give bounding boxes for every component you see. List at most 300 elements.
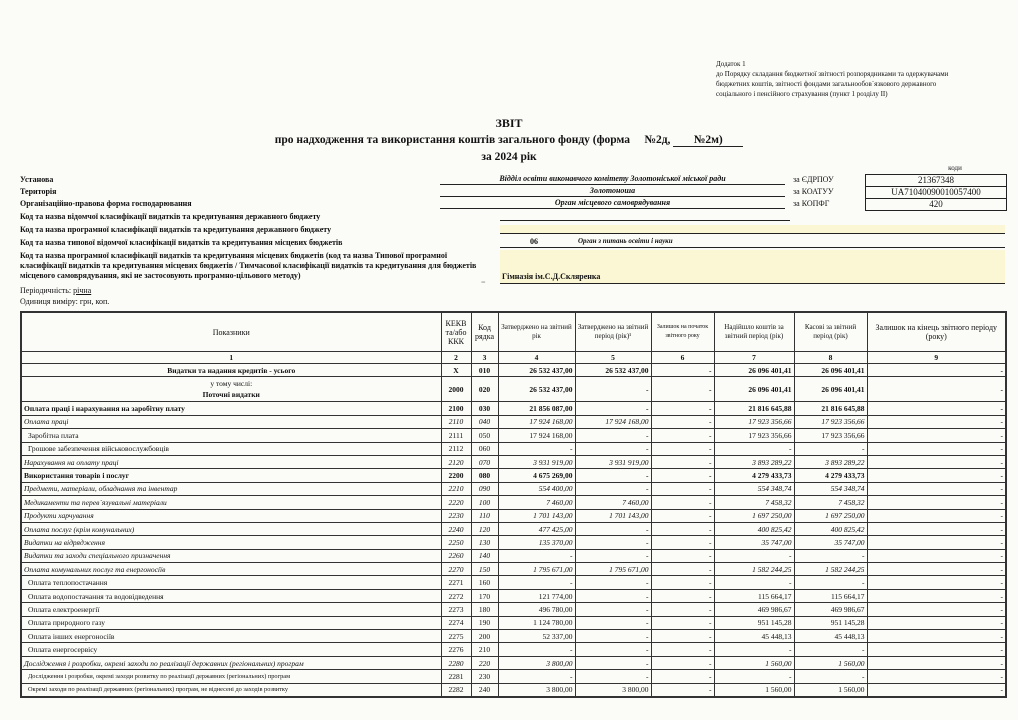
table-row (21, 402, 1006, 415)
closing-balance-cell: - (867, 549, 1006, 562)
row-code-cell: 210 (471, 643, 498, 656)
closing-balance-cell: - (867, 377, 1006, 402)
row-label-main: Поточні видатки (202, 390, 260, 400)
approved-year-cell: - (498, 643, 575, 656)
opening-balance-cell: - (651, 536, 714, 549)
col-header: КЕКВ та/або ККК (441, 312, 471, 352)
closing-balance-cell: - (867, 683, 1006, 697)
col-header: Код рядка (471, 312, 498, 352)
row-label: Оплата теплопостачання (21, 576, 441, 589)
table-row (21, 415, 1006, 428)
koatuu-code: UA71040090010057400 (865, 186, 1007, 199)
row-label: Оплата праці і нарахування на заробітну плату (21, 402, 441, 415)
row-label: Використання товарів і послуг (21, 469, 441, 482)
kekv-cell: 2273 (441, 603, 471, 616)
table-row (21, 469, 1006, 482)
table-row (21, 603, 1006, 616)
approved-period-cell: - (575, 522, 651, 535)
row-label: Оплата електроенергії (21, 603, 441, 616)
opening-balance-cell: - (651, 563, 714, 576)
approved-period-cell: - (575, 469, 651, 482)
approved-year-cell: 52 337,00 (498, 630, 575, 643)
cash-expenses-cell: 17 923 356,66 (794, 415, 867, 428)
table-row (21, 549, 1006, 562)
approved-year-cell: 7 460,00 (498, 496, 575, 509)
report-period: за 2024 рік (481, 151, 537, 163)
local-prog-mark: = (481, 278, 486, 287)
row-code-cell: 010 (471, 364, 498, 377)
table-row (21, 429, 1006, 442)
opening-balance-cell: - (651, 643, 714, 656)
cash-expenses-cell: 951 145,28 (794, 616, 867, 629)
cash-expenses-cell: 1 560,00 (794, 683, 867, 697)
closing-balance-cell: - (867, 455, 1006, 468)
approved-period-cell: - (575, 643, 651, 656)
table-row (21, 616, 1006, 629)
col-header: Касові за звітний період (рік) (794, 312, 867, 352)
closing-balance-cell: - (867, 576, 1006, 589)
local-prog-field (500, 250, 1005, 284)
col-number: 8 (794, 352, 867, 364)
table-row (21, 670, 1006, 683)
approved-period-cell: 3 800,00 (575, 683, 651, 697)
row-code-cell: 070 (471, 455, 498, 468)
cash-expenses-cell: 26 096 401,41 (794, 364, 867, 377)
kekv-cell: 2280 (441, 656, 471, 669)
col-number: 5 (575, 352, 651, 364)
row-label: Заробітна плата (21, 429, 441, 442)
kekv-cell: 2260 (441, 549, 471, 562)
table-row (21, 522, 1006, 535)
row-code-cell: 090 (471, 482, 498, 495)
row-code-cell: 100 (471, 496, 498, 509)
cash-expenses-cell: 1 582 244,25 (794, 563, 867, 576)
closing-balance-cell: - (867, 429, 1006, 442)
row-label: Оплата праці (21, 415, 441, 428)
approved-year-cell: 477 425,00 (498, 522, 575, 535)
approved-year-cell: 4 675 269,00 (498, 469, 575, 482)
opening-balance-cell: - (651, 576, 714, 589)
typ-dept-label: Код та назва типової відомчої класифікації видатків та кредитування місцевих бюджетів (20, 238, 343, 247)
row-label-prefix: у тому числі: (210, 379, 253, 389)
cash-expenses-cell: 21 816 645,88 (794, 402, 867, 415)
opening-balance-cell: - (651, 509, 714, 522)
approved-period-cell: 7 460,00 (575, 496, 651, 509)
closing-balance-cell: - (867, 616, 1006, 629)
kopfg-code: 420 (865, 198, 1007, 211)
col-header: Залишок на початок звітного року (651, 312, 714, 352)
col-header: Залишок на кінець звітного періоду (року) (867, 312, 1006, 352)
row-code-cell: 140 (471, 549, 498, 562)
col-header: Затверджено на звітний рік (498, 312, 575, 352)
approved-year-cell: - (498, 442, 575, 455)
row-code-cell: 170 (471, 589, 498, 602)
approved-year-cell: 21 856 087,00 (498, 402, 575, 415)
kekv-cell: 2100 (441, 402, 471, 415)
form-2d: №2д, (644, 134, 671, 146)
kekv-cell: 2240 (441, 522, 471, 535)
table-row (21, 482, 1006, 495)
closing-balance-cell: - (867, 589, 1006, 602)
report-subtitle-text: про надходження та використання коштів загального фонду (форма (274, 134, 631, 146)
received-cell: - (714, 549, 794, 562)
table-row (21, 630, 1006, 643)
opening-balance-cell: - (651, 656, 714, 669)
approved-year-cell: 26 532 437,00 (498, 377, 575, 402)
row-label: Оплата водопостачання та водовідведення (21, 589, 441, 602)
received-cell: - (714, 670, 794, 683)
cash-expenses-cell: 26 096 401,41 (794, 377, 867, 402)
closing-balance-cell: - (867, 402, 1006, 415)
kekv-cell: 2210 (441, 482, 471, 495)
prog-class-line (500, 225, 1005, 234)
kekv-cell: 2000 (441, 377, 471, 402)
received-cell: 17 923 356,66 (714, 429, 794, 442)
form-2m: №2м) (673, 134, 743, 147)
appendix-title: Додаток 1 (716, 60, 746, 68)
row-code-cell: 080 (471, 469, 498, 482)
col-header: Затверджено на звітний період (рік)¹ (575, 312, 651, 352)
row-code-cell: 060 (471, 442, 498, 455)
opening-balance-cell: - (651, 442, 714, 455)
cash-expenses-cell: 1 697 250,00 (794, 509, 867, 522)
received-cell: 951 145,28 (714, 616, 794, 629)
edrpou-code: 21367348 (865, 174, 1007, 187)
periodicity-value: річна (73, 286, 92, 295)
institution-label: Установа (20, 175, 54, 184)
approved-year-cell: 121 774,00 (498, 589, 575, 602)
received-cell: - (714, 442, 794, 455)
row-label: Дослідження і розробки, окремі заходи по реалізації державних (регіональних) програм (21, 656, 441, 669)
appendix-line: соціального і пенсійного страхування (пункт 1 розділу II) (716, 90, 888, 98)
opening-balance-cell: - (651, 616, 714, 629)
table-row (21, 656, 1006, 669)
closing-balance-cell: - (867, 670, 1006, 683)
table-row (21, 536, 1006, 549)
approved-period-cell: - (575, 482, 651, 495)
closing-balance-cell: - (867, 536, 1006, 549)
opening-balance-cell: - (651, 549, 714, 562)
row-code-cell: 180 (471, 603, 498, 616)
approved-year-cell: 17 924 168,00 (498, 415, 575, 428)
opening-balance-cell: - (651, 377, 714, 402)
approved-year-cell: 135 370,00 (498, 536, 575, 549)
approved-period-cell: - (575, 429, 651, 442)
row-label: Дослідження і розробки, окремі заходи розвитку по реалізації державних (регіональних) програм (21, 670, 441, 683)
kekv-cell: X (441, 364, 471, 377)
periodicity (20, 286, 91, 295)
org-form-value: Орган місцевого самоврядування (440, 198, 785, 209)
row-label: Медикаменти та перев`язувальні матеріали (21, 496, 441, 509)
table-row (21, 683, 1006, 697)
table-row (21, 364, 1006, 377)
row-label: Грошове забезпечення військовослужбовців (21, 442, 441, 455)
opening-balance-cell: - (651, 522, 714, 535)
cash-expenses-cell: 115 664,17 (794, 589, 867, 602)
typ-dept-field (500, 237, 1005, 248)
received-cell: 21 816 645,88 (714, 402, 794, 415)
approved-period-cell: 26 532 437,00 (575, 364, 651, 377)
row-code-cell: 030 (471, 402, 498, 415)
received-cell: - (714, 643, 794, 656)
kekv-cell: 2120 (441, 455, 471, 468)
codes-header: коди (948, 164, 962, 172)
opening-balance-cell: - (651, 630, 714, 643)
opening-balance-cell: - (651, 603, 714, 616)
approved-year-cell: 3 800,00 (498, 656, 575, 669)
approved-period-cell: 3 931 919,00 (575, 455, 651, 468)
approved-year-cell: 26 532 437,00 (498, 364, 575, 377)
opening-balance-cell: - (651, 429, 714, 442)
row-code-cell: 240 (471, 683, 498, 697)
approved-year-cell: - (498, 576, 575, 589)
opening-balance-cell: - (651, 589, 714, 602)
kekv-cell: 2276 (441, 643, 471, 656)
received-cell: - (714, 576, 794, 589)
opening-balance-cell: - (651, 455, 714, 468)
approved-year-cell: - (498, 670, 575, 683)
approved-year-cell: 3 931 919,00 (498, 455, 575, 468)
received-cell: 1 697 250,00 (714, 509, 794, 522)
row-label: Оплата комунальних послуг та енергоносіїв (21, 563, 441, 576)
cash-expenses-cell: 35 747,00 (794, 536, 867, 549)
closing-balance-cell: - (867, 643, 1006, 656)
approved-period-cell: - (575, 576, 651, 589)
report-table (20, 311, 1007, 698)
col-number: 1 (21, 352, 441, 364)
received-cell: 1 560,00 (714, 683, 794, 697)
col-header: Надійшло коштів за звітний період (рік) (714, 312, 794, 352)
col-number: 3 (471, 352, 498, 364)
cash-expenses-cell: - (794, 670, 867, 683)
row-label: Видатки та заходи спеціального призначення (21, 549, 441, 562)
opening-balance-cell: - (651, 496, 714, 509)
typ-dept-code: 06 (530, 237, 538, 246)
col-number: 4 (498, 352, 575, 364)
row-label: Оплата послуг (крім комунальних) (21, 522, 441, 535)
row-code-cell: 110 (471, 509, 498, 522)
opening-balance-cell: - (651, 670, 714, 683)
received-cell: 3 893 289,22 (714, 455, 794, 468)
dept-class-line (500, 220, 790, 221)
closing-balance-cell: - (867, 563, 1006, 576)
appendix-line: бюджетних коштів, звітності фондами загальнообов`язкового державного (716, 80, 937, 88)
kekv-cell: 2272 (441, 589, 471, 602)
received-cell: 1 560,00 (714, 656, 794, 669)
row-code-cell: 230 (471, 670, 498, 683)
closing-balance-cell: - (867, 469, 1006, 482)
row-label: Предмети, матеріали, обладнання та інвентар (21, 482, 441, 495)
row-code-cell: 120 (471, 522, 498, 535)
cash-expenses-cell: 17 923 356,66 (794, 429, 867, 442)
closing-balance-cell: - (867, 630, 1006, 643)
appendix-line: до Порядку складання бюджетної звітності розпорядниками та одержувачами (716, 70, 949, 78)
kopfg-label: за КОПФГ (793, 199, 830, 208)
received-cell: 115 664,17 (714, 589, 794, 602)
column-numbers-row (21, 352, 1006, 364)
approved-period-cell: 1 701 143,00 (575, 509, 651, 522)
closing-balance-cell: - (867, 656, 1006, 669)
kekv-cell: 2281 (441, 670, 471, 683)
closing-balance-cell: - (867, 603, 1006, 616)
closing-balance-cell: - (867, 522, 1006, 535)
opening-balance-cell: - (651, 415, 714, 428)
col-number: 6 (651, 352, 714, 364)
approved-period-cell: - (575, 402, 651, 415)
kekv-cell: 2250 (441, 536, 471, 549)
received-cell: 26 096 401,41 (714, 377, 794, 402)
cash-expenses-cell: 469 986,67 (794, 603, 867, 616)
edrpou-label: за ЄДРПОУ (793, 175, 834, 184)
approved-period-cell: - (575, 549, 651, 562)
row-label: Видатки на відрядження (21, 536, 441, 549)
row-label: Оплата енергосервісу (21, 643, 441, 656)
approved-period-cell: - (575, 377, 651, 402)
row-code-cell: 200 (471, 630, 498, 643)
approved-period-cell: - (575, 589, 651, 602)
approved-period-cell: - (575, 603, 651, 616)
cash-expenses-cell: 554 348,74 (794, 482, 867, 495)
approved-year-cell: 1 124 780,00 (498, 616, 575, 629)
kekv-cell: 2270 (441, 563, 471, 576)
col-number: 2 (441, 352, 471, 364)
cash-expenses-cell: 400 825,42 (794, 522, 867, 535)
cash-expenses-cell: - (794, 549, 867, 562)
local-prog-value: Гімназія ім.С.Д.Скляренка (502, 272, 601, 281)
col-header: Показники (21, 312, 441, 352)
kekv-cell: 2112 (441, 442, 471, 455)
opening-balance-cell: - (651, 482, 714, 495)
kekv-cell: 2200 (441, 469, 471, 482)
row-label: Видатки та надання кредитів - усього (21, 364, 441, 377)
cash-expenses-cell: 4 279 433,73 (794, 469, 867, 482)
table-row (21, 496, 1006, 509)
approved-period-cell: - (575, 630, 651, 643)
row-code-cell: 020 (471, 377, 498, 402)
row-code-cell: 220 (471, 656, 498, 669)
kekv-cell: 2111 (441, 429, 471, 442)
table-header-row (21, 312, 1006, 352)
row-label: Окремі заходи по реалізації державних (регіональних) програм, не віднесені до заходів розвитку (21, 683, 441, 697)
table-row (21, 643, 1006, 656)
closing-balance-cell: - (867, 482, 1006, 495)
kekv-cell: 2110 (441, 415, 471, 428)
kekv-cell: 2282 (441, 683, 471, 697)
cash-expenses-cell: - (794, 643, 867, 656)
closing-balance-cell: - (867, 364, 1006, 377)
table-row (21, 563, 1006, 576)
received-cell: 45 448,13 (714, 630, 794, 643)
kekv-cell: 2275 (441, 630, 471, 643)
closing-balance-cell: - (867, 496, 1006, 509)
prog-class-label: Код та назва програмної класифікації видатків та кредитування державного бюджету (20, 225, 332, 234)
received-cell: 554 348,74 (714, 482, 794, 495)
typ-dept-value: Орган з питань освіти і науки (578, 237, 673, 245)
approved-period-cell: - (575, 656, 651, 669)
row-code-cell: 150 (471, 563, 498, 576)
kekv-cell: 2220 (441, 496, 471, 509)
cash-expenses-cell: 3 893 289,22 (794, 455, 867, 468)
opening-balance-cell: - (651, 469, 714, 482)
received-cell: 469 986,67 (714, 603, 794, 616)
row-code-cell: 190 (471, 616, 498, 629)
row-code-cell: 160 (471, 576, 498, 589)
report-subtitle (0, 134, 1018, 147)
approved-period-cell: - (575, 670, 651, 683)
institution-value: Відділ освіти виконавчого комітету Золотоніської міської ради (440, 174, 785, 185)
opening-balance-cell: - (651, 364, 714, 377)
approved-period-cell: - (575, 442, 651, 455)
approved-year-cell: 17 924 168,00 (498, 429, 575, 442)
periodicity-label: Періодичність: (20, 286, 72, 295)
approved-year-cell: 3 800,00 (498, 683, 575, 697)
row-code-cell: 040 (471, 415, 498, 428)
cash-expenses-cell: - (794, 576, 867, 589)
approved-year-cell: 554 400,00 (498, 482, 575, 495)
table-row (21, 509, 1006, 522)
col-number: 7 (714, 352, 794, 364)
table-row (21, 442, 1006, 455)
received-cell: 4 279 433,73 (714, 469, 794, 482)
approved-period-cell: 17 924 168,00 (575, 415, 651, 428)
closing-balance-cell: - (867, 442, 1006, 455)
received-cell: 17 923 356,66 (714, 415, 794, 428)
approved-period-cell: - (575, 536, 651, 549)
approved-period-cell: - (575, 616, 651, 629)
closing-balance-cell: - (867, 415, 1006, 428)
received-cell: 35 747,00 (714, 536, 794, 549)
cash-expenses-cell: 1 560,00 (794, 656, 867, 669)
approved-year-cell: 1 701 143,00 (498, 509, 575, 522)
table-row (21, 377, 1006, 402)
dept-class-label: Код та назва відомчої класифікації видатків та кредитування державного бюджету (20, 212, 321, 221)
approved-period-cell: 1 795 671,00 (575, 563, 651, 576)
approved-year-cell: 1 795 671,00 (498, 563, 575, 576)
territory-value: Золотоноша (440, 186, 785, 197)
appendix-note (716, 59, 1006, 99)
table-row (21, 589, 1006, 602)
koatuu-label: за КОАТУУ (793, 187, 834, 196)
cash-expenses-cell: 7 458,32 (794, 496, 867, 509)
row-label: Продукти харчування (21, 509, 441, 522)
row-label: Оплата природного газу (21, 616, 441, 629)
closing-balance-cell: - (867, 509, 1006, 522)
cash-expenses-cell: 45 448,13 (794, 630, 867, 643)
table-row (21, 576, 1006, 589)
col-number: 9 (867, 352, 1006, 364)
kekv-cell: 2274 (441, 616, 471, 629)
cash-expenses-cell: - (794, 442, 867, 455)
received-cell: 400 825,42 (714, 522, 794, 535)
row-code-cell: 050 (471, 429, 498, 442)
unit-label: Одиниця виміру: грн, коп. (20, 297, 110, 306)
report-title: ЗВІТ (495, 116, 523, 130)
approved-year-cell: - (498, 549, 575, 562)
received-cell: 7 458,32 (714, 496, 794, 509)
opening-balance-cell: - (651, 402, 714, 415)
kekv-cell: 2230 (441, 509, 471, 522)
received-cell: 1 582 244,25 (714, 563, 794, 576)
approved-year-cell: 496 780,00 (498, 603, 575, 616)
row-label: Нарахування на оплату праці (21, 455, 441, 468)
received-cell: 26 096 401,41 (714, 364, 794, 377)
opening-balance-cell: - (651, 683, 714, 697)
table-row (21, 455, 1006, 468)
kekv-cell: 2271 (441, 576, 471, 589)
local-prog-label: Код та назва програмної класифікації видатків та кредитування місцевих бюджетів (код та назва Типової програмної класифікації видатків та кредитування місцевих бюджетів / Тимчасової класифікації видатків та кредитування для бюджетів місцевого самоврядування, які не застосовують програмно-цільового методу) (20, 251, 477, 280)
row-label: Оплата інших енергоносіїв (21, 630, 441, 643)
row-label (21, 377, 441, 402)
